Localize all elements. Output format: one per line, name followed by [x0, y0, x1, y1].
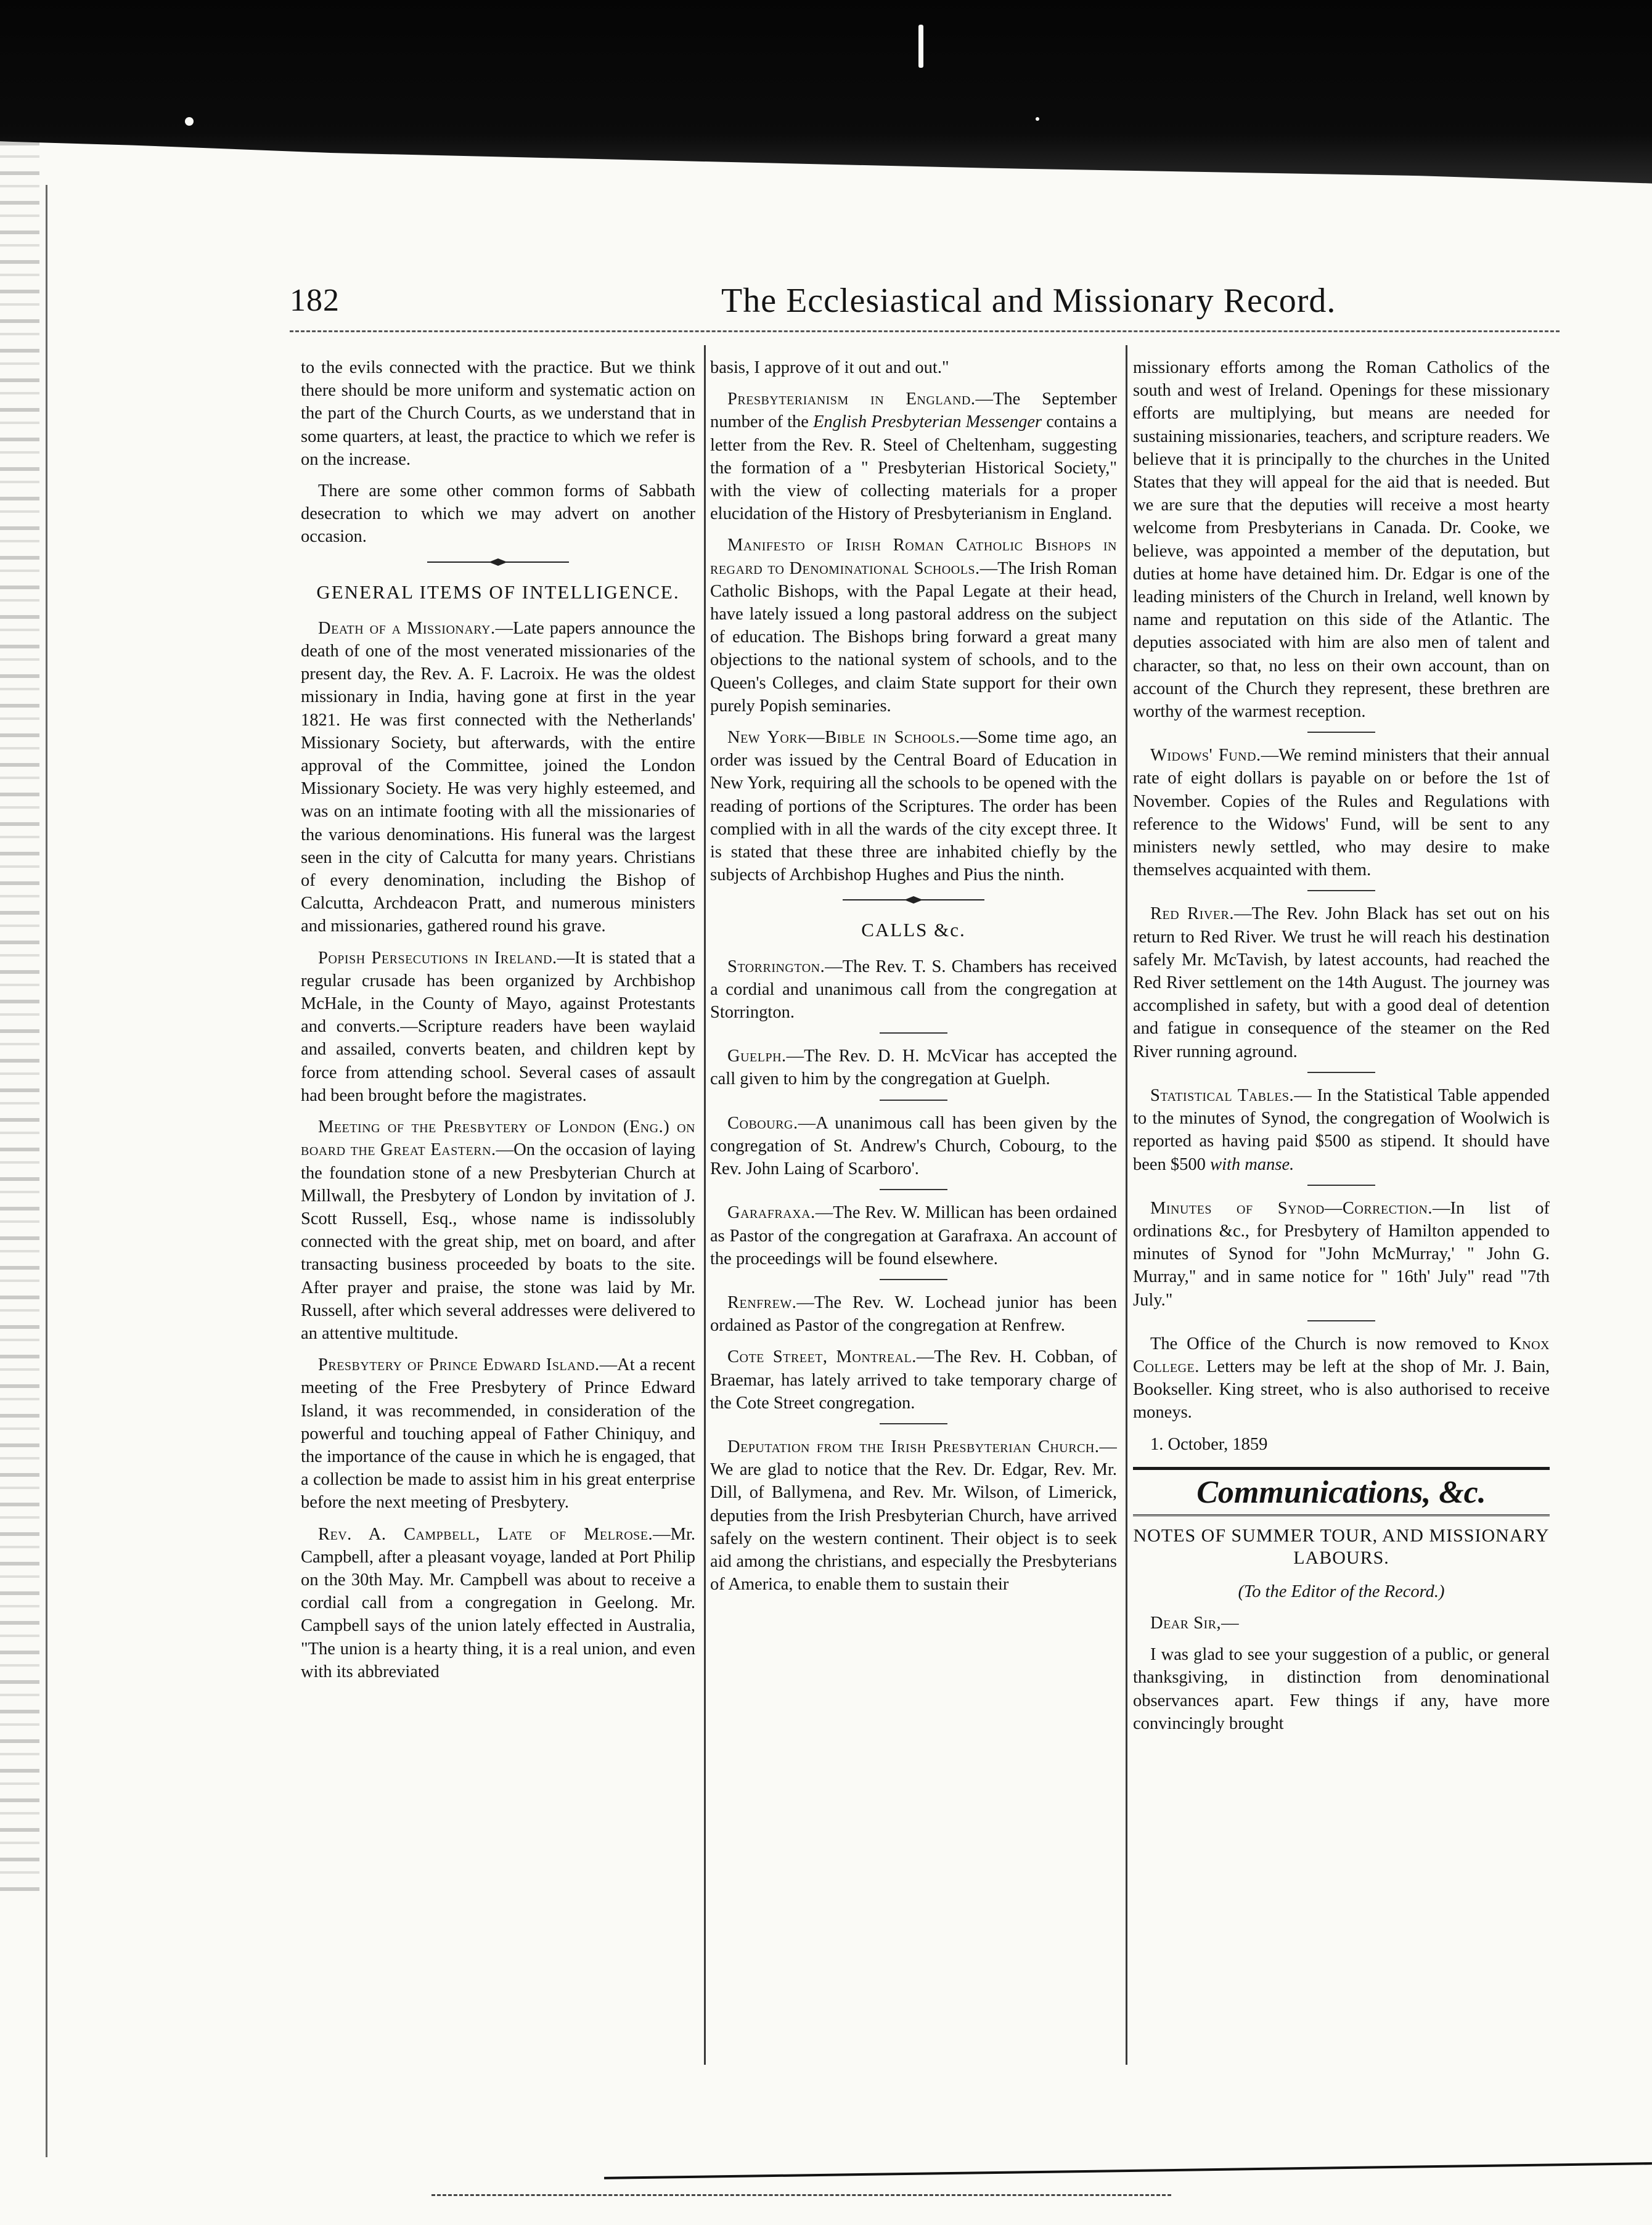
- news-item: [1133, 902, 1550, 1063]
- news-item: [710, 388, 1117, 525]
- column-rule: [1126, 345, 1127, 2065]
- section-heading: Communications, &c.: [1133, 1467, 1550, 1516]
- item-body: —A unanimous call has been given by the congregation of St. Andrew's Church, Cobourg, to the Rev. John Laing of Scarboro'.: [710, 1113, 1117, 1179]
- news-item: [1133, 1084, 1550, 1176]
- item-body: —At a recent meeting of the Free Presbytery of Prince Edward Island, it was recommended, in consideration of the powerful and touching appeal of Father Chiniquy, and the importance of the cause in which he is engaged, that a collection be made to assist him in his great enterprise before the next meeting of Presbytery.: [301, 1355, 695, 1513]
- news-item: [710, 1435, 1117, 1596]
- letter-body: I was glad to see your suggestion of a public, or general thanksgiving, in distinction from denominational observances apart. Few things if any, have more convincingly brought: [1133, 1645, 1550, 1733]
- news-item: [1133, 744, 1550, 881]
- item-heading: Death of a Missionary.: [318, 618, 496, 638]
- news-item: [1133, 1197, 1550, 1312]
- divider: [880, 1423, 947, 1424]
- item-heading: Presbyterianism in England.: [727, 390, 976, 409]
- notice-date: 1. October, 1859: [1150, 1434, 1268, 1454]
- item-body: —The Rev. W. Lochead junior has been ordained as Pastor of the congregation at Renfrew.: [710, 1292, 1117, 1336]
- news-item: [710, 1112, 1117, 1181]
- letter-address: (To the Editor of the Record.): [1238, 1582, 1445, 1601]
- scan-bottom-rule: [431, 2194, 1171, 2196]
- item-heading: Guelph.: [727, 1047, 787, 1066]
- item-body: —We remind ministers that their annual rate of eight dollars is payable on or before the 1st of November. Copies of the Rules and Regulations with reference to the Widows' Fund, will be sent to any ministers newly settled, who may desire to make themselves acquainted with them.: [1133, 746, 1550, 880]
- scan-bottom-rule: [604, 2162, 1652, 2179]
- item-heading: Manifesto of Irish Roman Catholic Bishops in regard to Denominational Schools.: [710, 536, 1117, 578]
- news-item: [710, 1345, 1117, 1415]
- margin-rule: [46, 185, 47, 2157]
- item-body: —It is stated that a regular crusade has been organized by Archbishop McHale, in the County of Mayo, against Protestants and converts.—Scripture readers have been waylaid and assailed, converts beaten, and children kept by force from attending school. Several cases of assault had been brought before the magistrates.: [301, 948, 695, 1105]
- divider: [880, 1189, 947, 1190]
- item-heading: Statistical Tables.: [1150, 1085, 1294, 1105]
- letter-title: NOTES OF SUMMER TOUR, AND MISSIONARY LABOURS.: [1133, 1525, 1550, 1568]
- paragraph: There are some other common forms of Sabbath desecration to which we may advert on another occasion.: [301, 481, 695, 547]
- item-body: —Late papers announce the death of one of the most venerated missionaries of the present day, the Rev. A. F. Lacroix. He was the oldest missionary in India, having gone at first in the year 1821. He was first connected with the Netherlands' Missionary Society, but afterwards, with the entire approval of the Committee, joined the London Missionary Society. He was very highly esteemed, and was on an intimate footing with all the missionaries of the various denominations. His funeral was the largest seen in the city of Calcutta for many years. Christians of every denomination, including the Bishop of Calcutta, Archdeacon Pratt, and numerous ministers and missionaries, gathered round his grave.: [301, 618, 695, 936]
- item-emphasis: with manse.: [1210, 1154, 1294, 1174]
- news-item: [710, 955, 1117, 1024]
- item-heading: Rev. A. Campbell, Late of Melrose.: [318, 1524, 653, 1544]
- scan-top-shadow: [0, 0, 1652, 191]
- item-body: —The Rev. John Black has set out on his return to Red River. We trust he will reach his destination safely Mr. McTavish, by latest accounts, had reached the Red River settlement on the 14th August. The journey was accomplished in safety, but with a good deal of detention and fatigue in consequence of the steamer on the Red River running aground.: [1133, 904, 1550, 1061]
- item-heading: Presbytery of Prince Edward Island.: [318, 1355, 600, 1375]
- item-body: —On the occasion of laying the foundation stone of a new Presbyterian Church at Millwall, the Presbytery of London by invitation of J. Scott Russell, Esq., whose name is indissolubly connected with the great ship, met on board, and after transacting business proceeded by boats to the site. After prayer and praise, the stone was laid by Mr. Russell, after which several addresses were delivered to an attentive multitude.: [301, 1140, 695, 1343]
- item-heading: Minutes of Synod—Correction.: [1150, 1198, 1433, 1218]
- paragraph: missionary efforts among the Roman Catholics of the south and west of Ireland. Openings for these missionary efforts are multiplying, but means are needed for sustaining missionaries, teachers, and scripture readers. We believe that it is principally to the churches in the United States that they will appeal for the aid that is needed. But we are sure that the deputies will receive a most hearty welcome from Presbyterians in Canada. Dr. Cooke, we believe, was appointed a member of the deputation, but duties at home have detained him. Dr. Edgar is one of the leading ministers of the Church in Ireland, well known by name and reputation on this side of the Atlantic. The deputies associated with him are also men of talent and character, so that, no less on their own account, than on account of the Church they represent, these brethren are worthy of the warmest reception.: [1133, 358, 1550, 722]
- news-item: [301, 1116, 695, 1345]
- publication-title: English Presbyterian Messenger: [813, 412, 1042, 432]
- section-heading: CALLS &c.: [861, 919, 966, 941]
- column-3: [1133, 356, 1550, 2107]
- item-body: contains a letter from the Rev. R. Steel of Cheltenham, suggesting the formation of a " Presbyterian Historical Society," with the view of collecting materials for a proper elucidation of the History of Presbyterianism in England.: [710, 412, 1117, 524]
- divider: [880, 1100, 947, 1101]
- divider: [880, 1032, 947, 1034]
- column-rule: [704, 345, 706, 2065]
- item-heading: Widows' Fund.: [1150, 746, 1261, 765]
- divider: [880, 1279, 947, 1280]
- letter-salutation: Dear Sir,—: [1150, 1613, 1240, 1633]
- ornamental-rule: [427, 557, 569, 567]
- page-number: 182: [290, 283, 340, 318]
- item-body: —Mr. Campbell, after a pleasant voyage, landed at Port Philip on the 30th May. Mr. Campbell was about to receive a cordial call from a congregation in Geelong. Mr. Campbell says of the union lately effected in Australia, "The union is a hearty thing, it is a real union, and even with its abbreviated: [301, 1524, 695, 1681]
- item-heading: New York—Bible in Schools.: [727, 728, 960, 748]
- item-heading: Red River.: [1150, 904, 1234, 924]
- item-heading: Popish Persecutions in Ireland.: [318, 948, 557, 968]
- item-body: —The Rev. D. H. McVicar has accepted the call given to him by the congregation at Guelph.: [710, 1047, 1117, 1089]
- item-body: —The Irish Roman Catholic Bishops, with the Papal Legate at their head, have lately issued a long pastoral address on the subject of education. The Bishops bring forward a great many objections to the national system of schools, and to the Queen's Colleges, and claim State support for their own purely Popish seminaries.: [710, 558, 1117, 716]
- news-item: [710, 726, 1117, 886]
- item-heading: Meeting of the Presbytery of London (Eng.) on board the Great Eastern.: [301, 1117, 695, 1160]
- section-heading: GENERAL ITEMS OF INTELLIGENCE.: [316, 581, 680, 603]
- news-item: [710, 1201, 1117, 1270]
- ornamental-rule: [843, 895, 984, 905]
- divider: [1307, 1185, 1375, 1186]
- news-item: [710, 534, 1117, 717]
- news-item: [301, 1353, 695, 1514]
- item-body: —We are glad to notice that the Rev. Dr. Edgar, Rev. Mr. Dill, of Ballymena, and Rev. Mr. Wilson, of Limerick, deputies from the Irish Presbyterian Church, have arrived safely on the western continent. Their object is to seek aid among the christians, and especially the Presbyterians of America, to enable them to sustain their: [710, 1437, 1117, 1594]
- item-body: —Some time ago, an order was issued by the Central Board of Education in New York, requiring all the schools to be opened with the reading of portions of the Scriptures. The order has been complied with in all the wards of the city except three. It is stated that these three are inhabited chiefly by the subjects of Archbishop Hughes and Pius the ninth.: [710, 728, 1117, 885]
- paragraph: to the evils connected with the practice. But we think there should be more uniform and systematic action on the part of the Church Courts, as we understand that in some quarters, at least, the practice to which we refer is on the increase.: [301, 358, 695, 469]
- item-body: — In the Statistical Table appended to the minutes of Synod, the congregation of Woolwich is reported as having paid $500 as stipend. It should have been $500: [1133, 1085, 1550, 1174]
- news-item: [301, 947, 695, 1107]
- item-body: —In list of ordinations &c., for Presbytery of Hamilton appended to minutes of Synod for "John McMurray,' " John G. Murray," and in same notice for " 16th' July" read "7th July.": [1133, 1198, 1550, 1310]
- notice-body: The Office of the Church is now removed to: [1150, 1334, 1510, 1353]
- news-item: [301, 617, 695, 938]
- column-2: [710, 356, 1117, 2107]
- divider: [1307, 1072, 1375, 1073]
- item-body: —The Rev. H. Cobban, of Braemar, has lately arrived to take temporary charge of the Cote Street congregation.: [710, 1347, 1117, 1413]
- notice-emphasis: Knox College.: [1133, 1334, 1550, 1376]
- news-item: [301, 1523, 695, 1683]
- running-title: The Ecclesiastical and Missionary Record.: [721, 282, 1336, 320]
- item-body: —The Rev. W. Millican has been ordained as Pastor of the congregation at Garafraxa. An account of the proceedings will be found elsewhere.: [710, 1203, 1117, 1268]
- divider: [1307, 732, 1375, 733]
- divider: [1307, 1320, 1375, 1321]
- header-rule: [290, 330, 1560, 332]
- notice-body: Letters may be left at the shop of Mr. J. Bain, Bookseller. King street, who is also authorised to receive moneys.: [1133, 1357, 1550, 1423]
- notice: [1133, 1333, 1550, 1424]
- item-heading: Garafraxa.: [727, 1203, 816, 1223]
- item-heading: Storrington.: [727, 957, 825, 976]
- item-heading: Cobourg.: [727, 1113, 798, 1133]
- column-1: [301, 356, 695, 2107]
- item-heading: Renfrew.: [727, 1292, 797, 1312]
- news-item: [710, 1291, 1117, 1337]
- item-body: —The Rev. T. S. Chambers has received a cordial and unanimous call from the congregation at Storrington.: [710, 957, 1117, 1023]
- scan-binding-edge: [0, 142, 39, 1898]
- page-header: [290, 282, 1560, 330]
- paragraph: basis, I approve of it out and out.": [710, 358, 949, 377]
- divider: [1307, 890, 1375, 891]
- item-body: —The September number of the: [710, 390, 1117, 432]
- news-item: [710, 1045, 1117, 1090]
- item-heading: Cote Street, Montreal.: [727, 1347, 917, 1367]
- item-heading: Deputation from the Irish Presbyterian Church.: [727, 1437, 1100, 1456]
